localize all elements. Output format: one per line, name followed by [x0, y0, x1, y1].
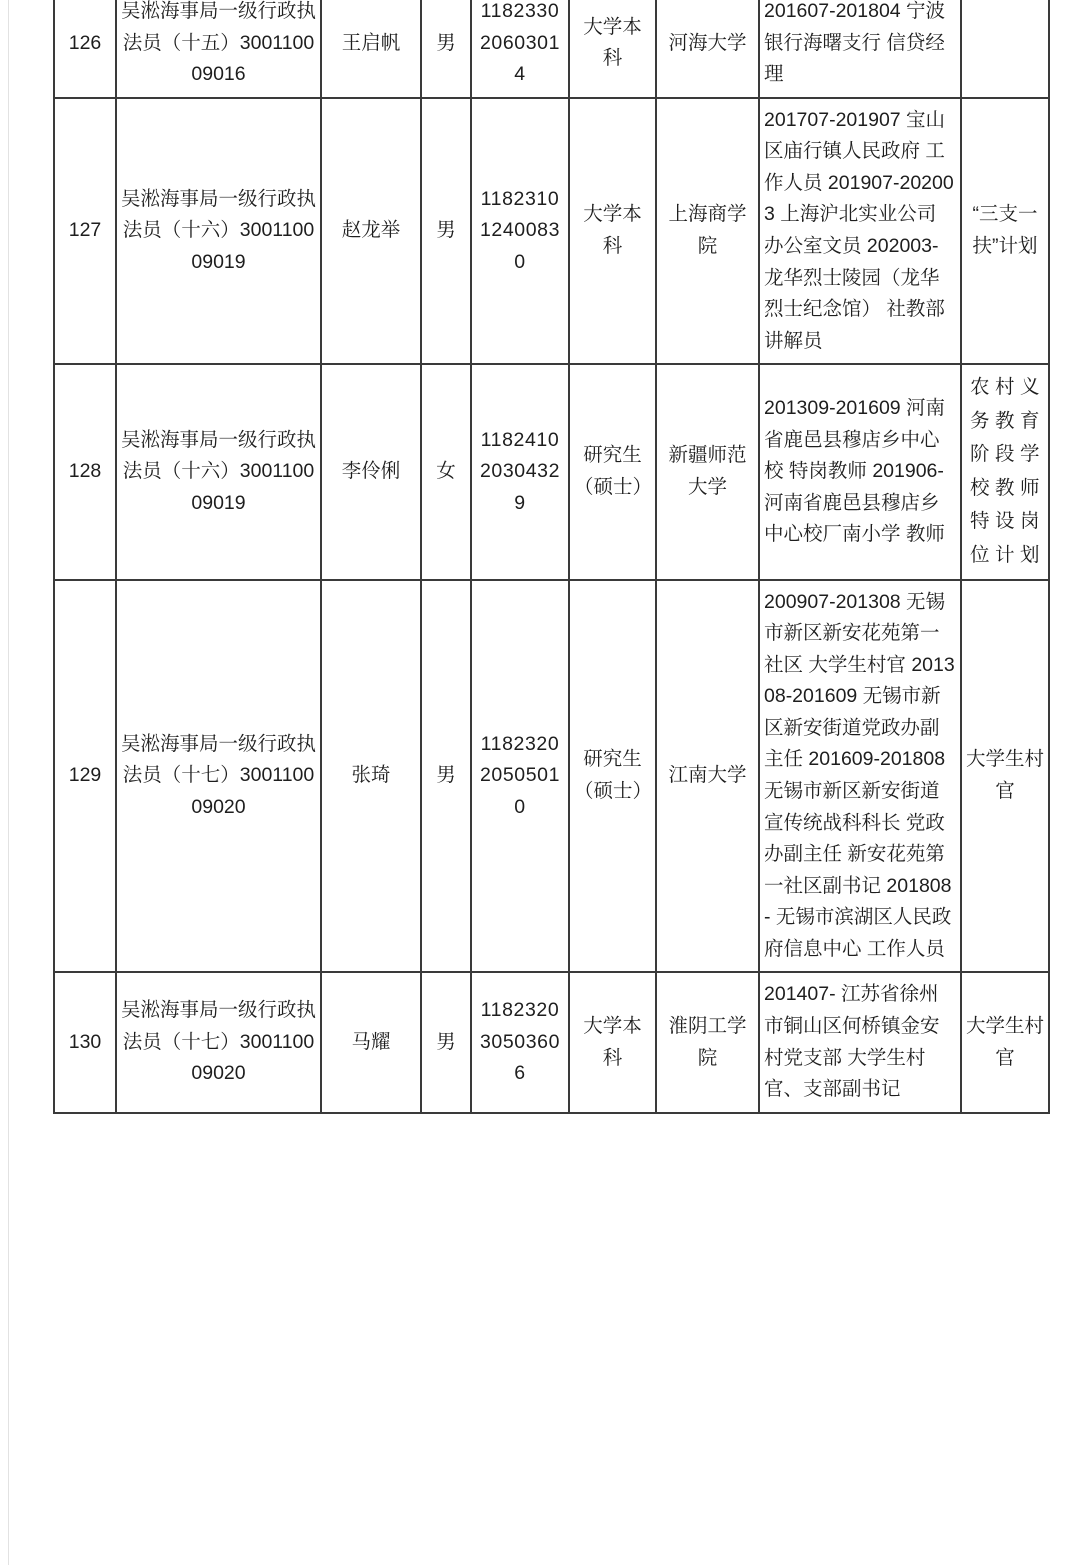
cell-grassroots-program: 大学生村官 [961, 972, 1049, 1112]
table-row [54, 98, 1049, 365]
cell-position: 吴淞海事局一级行政执法员（十六）300110009019 [116, 98, 321, 365]
cell-name: 王启帆 [321, 0, 421, 98]
cell-education: 研究生（硕士） [569, 580, 656, 973]
cell-grassroots-program: “三支一扶”计划 [961, 98, 1049, 365]
cell-education: 研究生（硕士） [569, 364, 656, 579]
cell-sequence: 127 [54, 98, 116, 365]
cell-position: 吴淞海事局一级行政执法员（十七）300110009020 [116, 972, 321, 1112]
cell-gender: 女 [421, 364, 471, 579]
cell-school: 河海大学 [656, 0, 759, 98]
cell-position: 吴淞海事局一级行政执法员（十六）300110009019 [116, 364, 321, 579]
cell-name: 赵龙举 [321, 98, 421, 365]
page-edge-line [8, 0, 9, 1565]
table-row [54, 364, 1049, 579]
cell-sequence: 128 [54, 364, 116, 579]
cell-exam-no: 118232030503606 [471, 972, 569, 1112]
cell-work-history: 201707-201907 宝山区庙行镇人民政府 工作人员 201907-202003 上海沪北实业公司 办公室文员 202003- 龙华烈士陵园（龙华烈士纪念馆） 社教部讲解员 [759, 98, 961, 365]
cell-exam-no: 118241020304329 [471, 364, 569, 579]
candidate-roster-table [53, 0, 1050, 1114]
cell-gender: 男 [421, 0, 471, 98]
cell-work-history: 201309-201609 河南省鹿邑县穆店乡中心校 特岗教师 201906-河南省鹿邑县穆店乡中心校厂南小学 教师 [759, 364, 961, 579]
cell-grassroots-program: 农村义务教育阶段学校教师特设岗位计划 [961, 364, 1049, 579]
cell-name: 张琦 [321, 580, 421, 973]
cell-name: 马耀 [321, 972, 421, 1112]
cell-work-history: 201607-201804 宁波银行海曙支行 信贷经理 [759, 0, 961, 98]
cell-education: 大学本科 [569, 972, 656, 1112]
cell-exam-no: 118233020603014 [471, 0, 569, 98]
cell-education: 大学本科 [569, 0, 656, 98]
table-row [54, 972, 1049, 1112]
table-row [54, 0, 1049, 98]
cell-work-history: 200907-201308 无锡市新区新安花苑第一社区 大学生村官 201308-201609 无锡市新区新安街道党政办副主任 201609-201808 无锡市新区新安街道 宣传统战科科长 党政办副主任 新安花苑第一社区副书记 201808- 无锡市滨湖区人民政府信息中心 工作人员 [759, 580, 961, 973]
cell-education: 大学本科 [569, 98, 656, 365]
cell-name: 李伶俐 [321, 364, 421, 579]
cell-grassroots-program: 大学生村官 [961, 580, 1049, 973]
cell-position: 吴淞海事局一级行政执法员（十五）300110009016 [116, 0, 321, 98]
cell-school: 江南大学 [656, 580, 759, 973]
cell-exam-no: 118232020505010 [471, 580, 569, 973]
cell-school: 上海商学院 [656, 98, 759, 365]
table-row [54, 580, 1049, 973]
cell-sequence: 130 [54, 972, 116, 1112]
cell-grassroots-program [961, 0, 1049, 98]
cell-sequence: 129 [54, 580, 116, 973]
cell-gender: 男 [421, 580, 471, 973]
cell-gender: 男 [421, 972, 471, 1112]
cell-gender: 男 [421, 98, 471, 365]
cell-school: 新疆师范大学 [656, 364, 759, 579]
cell-school: 淮阴工学院 [656, 972, 759, 1112]
cell-sequence: 126 [54, 0, 116, 98]
cell-exam-no: 118231012400830 [471, 98, 569, 365]
cell-position: 吴淞海事局一级行政执法员（十七）300110009020 [116, 580, 321, 973]
cell-work-history: 201407- 江苏省徐州市铜山区何桥镇金安村党支部 大学生村官、支部副书记 [759, 972, 961, 1112]
